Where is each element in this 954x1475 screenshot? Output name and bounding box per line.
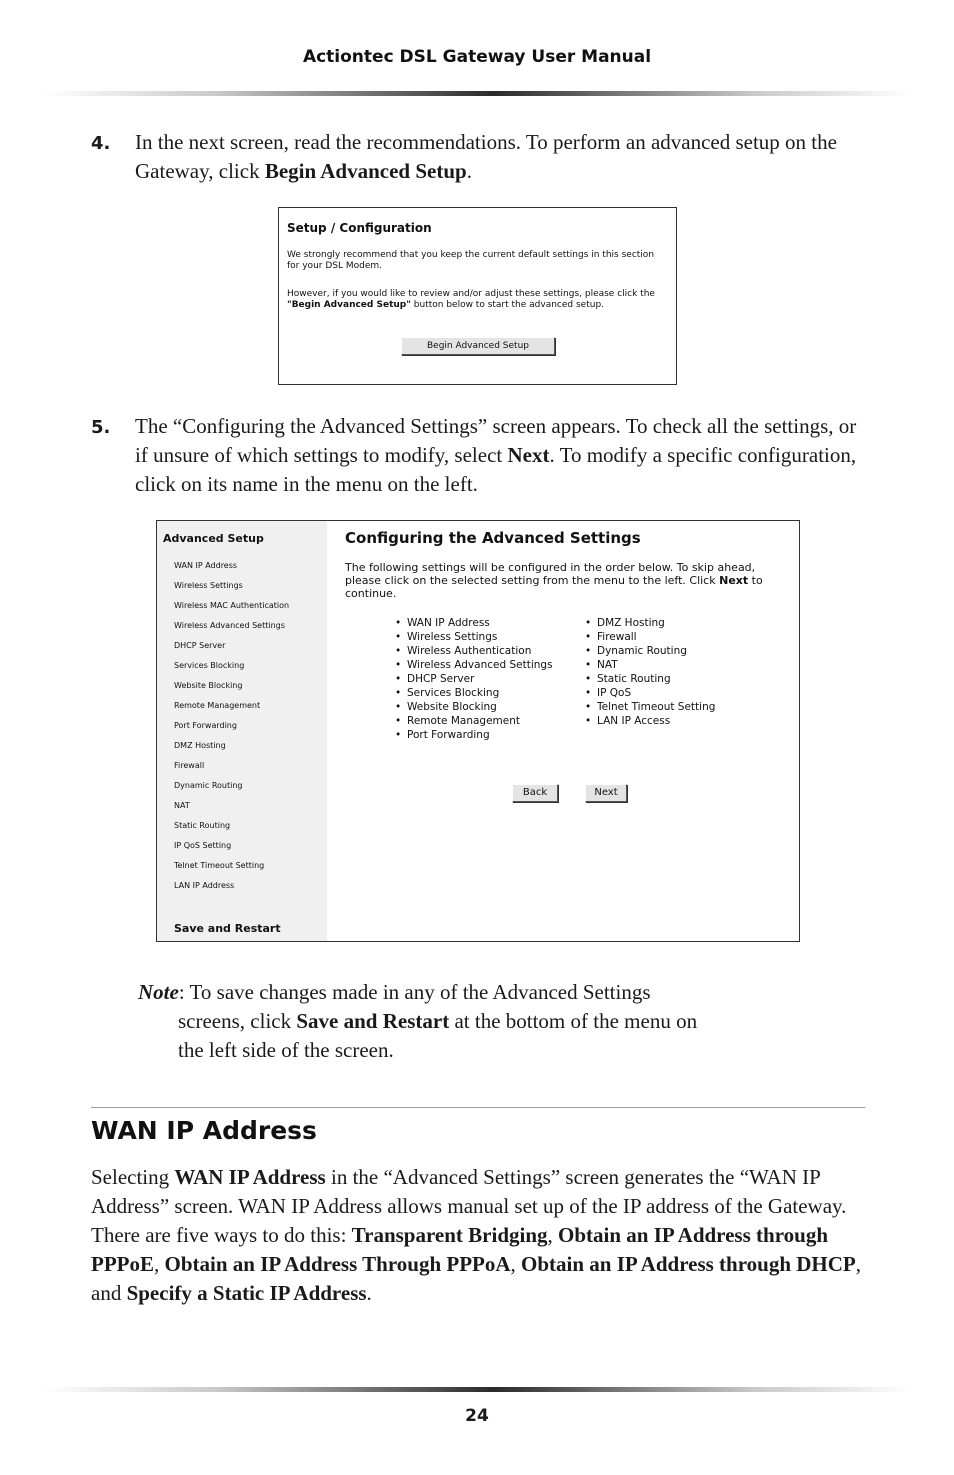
list-item: • Wireless Settings <box>395 630 553 644</box>
sidebar-item-website-blocking[interactable]: Website Blocking <box>174 681 243 690</box>
list-item: • Static Routing <box>585 672 715 686</box>
list-item: • NAT <box>585 658 715 672</box>
list-item: • Dynamic Routing <box>585 644 715 658</box>
next-button[interactable]: Next <box>585 784 627 802</box>
settings-list-left <box>395 616 553 742</box>
save-and-restart-link[interactable]: Save and Restart <box>174 922 281 935</box>
step-4-text: In the next screen, read the recommendations. To perform an advanced setup on the Gateway, click Begin Advanced Setup. <box>135 130 837 183</box>
sidebar-item-remote-management[interactable]: Remote Management <box>174 701 261 710</box>
step-5 <box>91 412 871 499</box>
sidebar-item-lan-ip-address[interactable]: LAN IP Address <box>174 881 235 890</box>
sidebar-item-wan-ip-address[interactable]: WAN IP Address <box>174 561 238 570</box>
list-item: • DHCP Server <box>395 672 553 686</box>
step-5-number: 5. <box>91 417 111 438</box>
list-item: • DMZ Hosting <box>585 616 715 630</box>
sidebar-item-ip-qos-setting[interactable]: IP QoS Setting <box>174 841 232 850</box>
sidebar-item-wireless-advanced-settings[interactable]: Wireless Advanced Settings <box>174 621 285 630</box>
advanced-settings-screenshot <box>156 520 800 942</box>
setup-configuration-title: Setup / Configuration <box>287 221 432 235</box>
list-item: • Telnet Timeout Setting <box>585 700 715 714</box>
advanced-settings-title: Configuring the Advanced Settings <box>345 529 641 547</box>
list-item: • Wireless Authentication <box>395 644 553 658</box>
sidebar-item-services-blocking[interactable]: Services Blocking <box>174 661 245 670</box>
setup-advanced-text: However, if you would like to review and/or adjust these settings, please click the "Begin Advanced Setup" button below to start the advanced setup. <box>287 289 655 310</box>
footer-rule <box>44 1387 910 1392</box>
advanced-setup-sidebar <box>157 521 327 941</box>
setup-configuration-screenshot <box>278 207 677 385</box>
note-label: Note <box>138 980 179 1004</box>
manual-header-title: Actiontec DSL Gateway User Manual <box>302 47 652 67</box>
sidebar-title: Advanced Setup <box>163 532 264 545</box>
list-item: • Wireless Advanced Settings <box>395 658 553 672</box>
sidebar-item-dynamic-routing[interactable]: Dynamic Routing <box>174 781 243 790</box>
begin-advanced-setup-button[interactable]: Begin Advanced Setup <box>401 337 555 355</box>
sidebar-item-telnet-timeout-setting[interactable]: Telnet Timeout Setting <box>174 861 265 870</box>
note-block: Note: To save changes made in any of the Advanced Settings screens, click Save and Restart at the bottom of the menu on the left side of the screen. <box>138 980 698 1062</box>
sidebar-item-firewall[interactable]: Firewall <box>174 761 205 770</box>
sidebar-item-dmz-hosting[interactable]: DMZ Hosting <box>174 741 226 750</box>
step-4 <box>91 128 871 186</box>
sidebar-item-static-routing[interactable]: Static Routing <box>174 821 231 830</box>
sidebar-item-dhcp-server[interactable]: DHCP Server <box>174 641 226 650</box>
step-5-text: The “Configuring the Advanced Settings” screen appears. To check all the settings, or if unsure of which settings to modify, select Next. To modify a specific configuration, click on its name in the menu on the left. <box>135 414 857 496</box>
list-item: • Firewall <box>585 630 715 644</box>
list-item: • WAN IP Address <box>395 616 553 630</box>
section-divider <box>91 1107 865 1108</box>
section-body: Selecting WAN IP Address in the “Advanced Settings” screen generates the “WAN IP Address” screen. WAN IP Address allows manual set up of the IP address of the Gateway. There are five ways to do this: Transparent Bridging, Obtain an IP Address through PPPoE, Obtain an IP Address Through PPPoA, Obtain an IP Address through DHCP, and Specify a Static IP Address. <box>91 1165 862 1305</box>
sidebar-item-nat[interactable]: NAT <box>174 801 190 810</box>
list-item: • LAN IP Access <box>585 714 715 728</box>
back-button[interactable]: Back <box>512 784 558 802</box>
sidebar-item-wireless-settings[interactable]: Wireless Settings <box>174 581 243 590</box>
list-item: • Services Blocking <box>395 686 553 700</box>
settings-list-right <box>585 616 715 728</box>
sidebar-item-port-forwarding[interactable]: Port Forwarding <box>174 721 237 730</box>
advanced-settings-intro: The following settings will be configured in the order below. To skip ahead, please click on the selected setting from the menu to the left. Click Next to continue. <box>345 561 763 600</box>
list-item: • Port Forwarding <box>395 728 553 742</box>
list-item: • Remote Management <box>395 714 553 728</box>
page-number: 24 <box>465 1406 489 1426</box>
sidebar-item-wireless-mac-authentication[interactable]: Wireless MAC Authentication <box>174 601 290 610</box>
list-item: • Website Blocking <box>395 700 553 714</box>
setup-recommendation-text: We strongly recommend that you keep the current default settings in this section for your DSL Modem. <box>287 250 655 271</box>
section-title: WAN IP Address <box>91 1116 317 1145</box>
step-4-number: 4. <box>91 133 111 154</box>
list-item: • IP QoS <box>585 686 715 700</box>
header-rule <box>44 91 910 96</box>
